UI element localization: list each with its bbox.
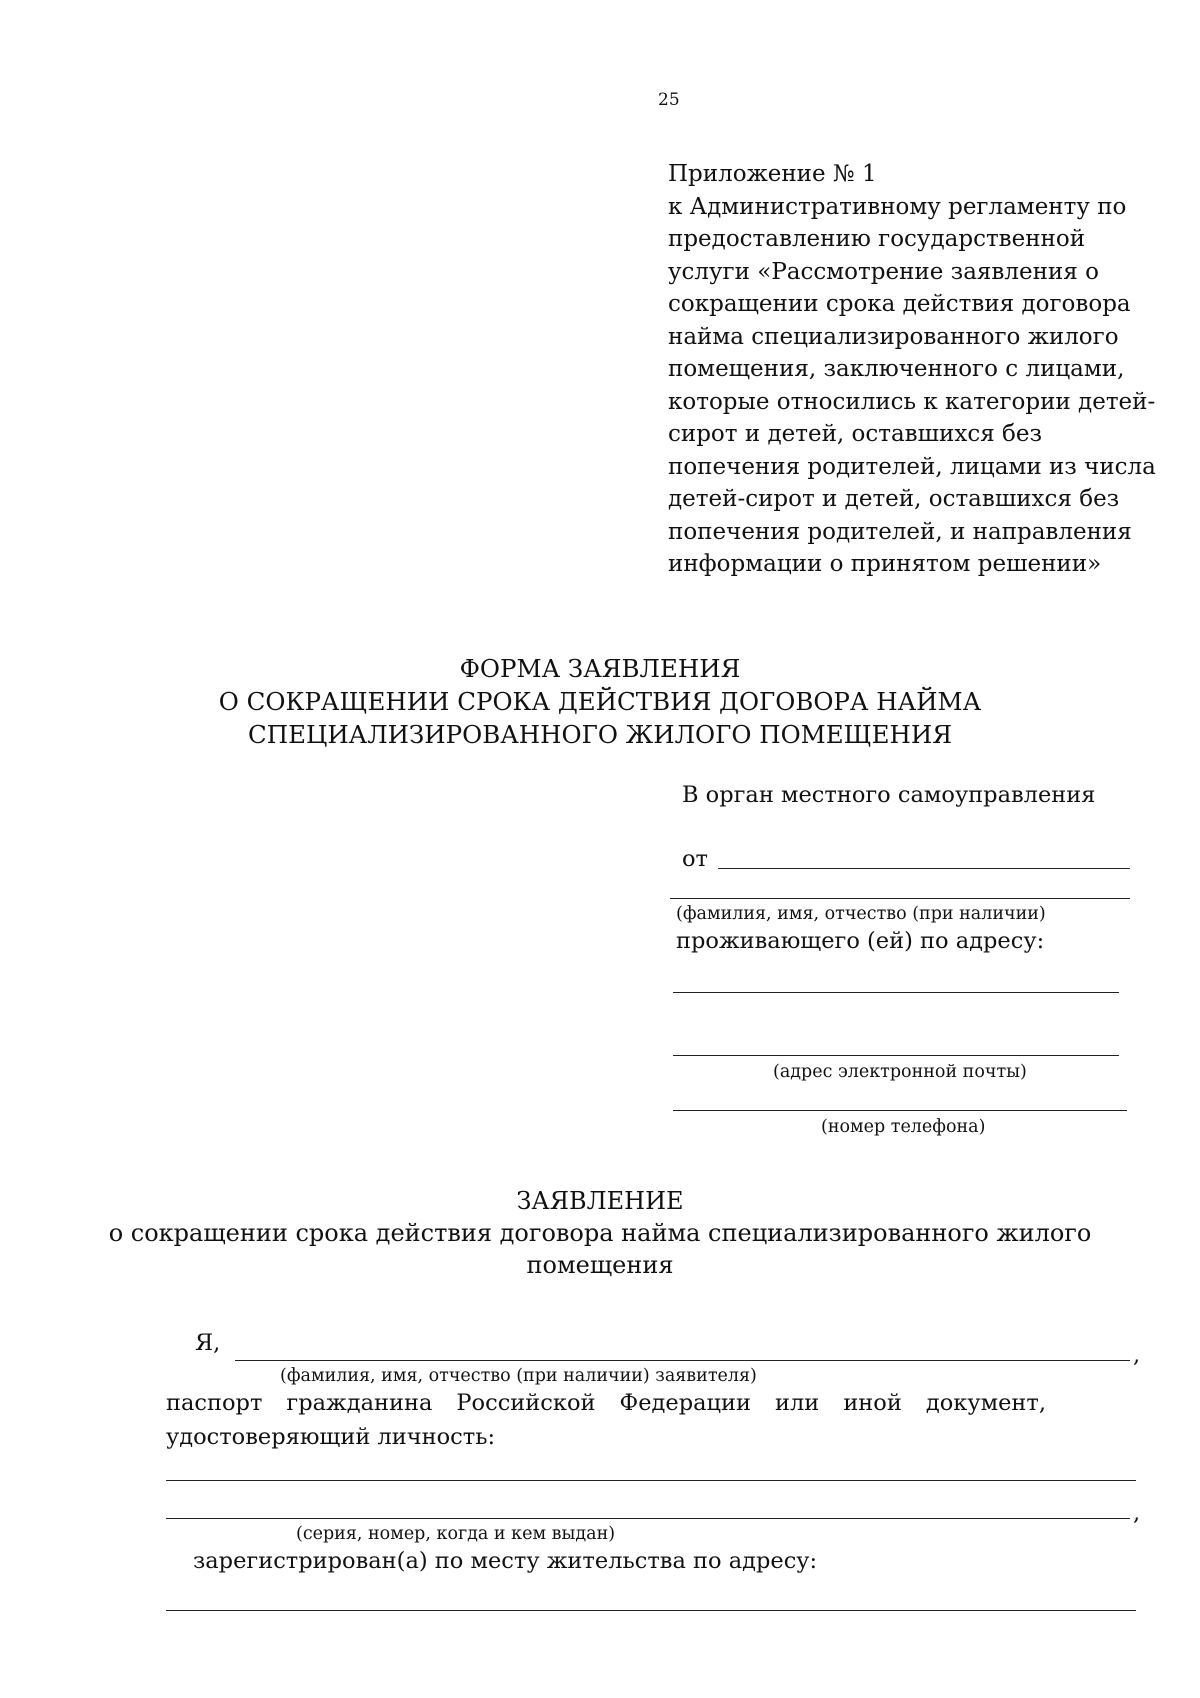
phone-line[interactable] bbox=[673, 1110, 1127, 1111]
appendix-line: к Административному регламенту по bbox=[668, 193, 1127, 220]
passport-word: Федерации bbox=[619, 1390, 751, 1416]
appendix-line: найма специализированного жилого bbox=[668, 323, 1119, 350]
passport-word: иной bbox=[843, 1390, 902, 1416]
registration-address-line[interactable] bbox=[166, 1610, 1136, 1611]
form-title-line: СПЕЦИАЛИЗИРОВАННОГО ЖИЛОГО ПОМЕЩЕНИЯ bbox=[247, 720, 953, 749]
appendix-line: попечения родителей, лицами из числа bbox=[668, 453, 1156, 480]
identity-label: удостоверяющий личность: bbox=[166, 1424, 496, 1450]
applicant-name-line[interactable] bbox=[235, 1360, 1130, 1361]
appendix-line: помещения, заключенного с лицами, bbox=[668, 356, 1125, 382]
appendix-line: информации о принятом решении» bbox=[668, 551, 1102, 577]
statement-title: ЗАЯВЛЕНИЕ bbox=[516, 1187, 684, 1215]
appendix-line: сокращении срока действия договора bbox=[668, 291, 1131, 317]
appendix-line: предоставлению государственной bbox=[668, 226, 1086, 252]
recipient-organ-label: В орган местного самоуправления bbox=[682, 782, 1096, 808]
from-name-line-2[interactable] bbox=[670, 898, 1130, 899]
passport-word: или bbox=[775, 1390, 820, 1416]
appendix-line: которые относились к категории детей- bbox=[668, 388, 1156, 415]
passport-caption: (серия, номер, когда и кем выдан) bbox=[296, 1524, 616, 1544]
statement-heading bbox=[0, 1185, 1200, 1281]
passport-word: документ, bbox=[925, 1390, 1046, 1416]
passport-word: гражданина bbox=[286, 1390, 433, 1416]
address-label: проживающего (ей) по адресу: bbox=[676, 928, 1045, 954]
passport-data-line[interactable] bbox=[166, 1480, 1136, 1481]
form-title-line: О СОКРАЩЕНИИ СРОКА ДЕЙСТВИЯ ДОГОВОРА НАЙМА bbox=[218, 687, 982, 716]
comma: , bbox=[1133, 1500, 1141, 1526]
applicant-caption: (фамилия, имя, отчество (при наличии) заявителя) bbox=[280, 1366, 757, 1386]
page-number: 25 bbox=[658, 90, 680, 110]
address-line[interactable] bbox=[673, 992, 1119, 993]
appendix-line: сирот и детей, оставшихся без bbox=[668, 421, 1043, 447]
appendix-line: попечения родителей, и направления bbox=[668, 518, 1132, 545]
form-title bbox=[0, 652, 1200, 751]
name-caption: (фамилия, имя, отчество (при наличии) bbox=[676, 904, 1046, 924]
appendix-line: Приложение № 1 bbox=[668, 161, 877, 187]
registered-label: зарегистрирован(а) по месту жительства по адресу: bbox=[193, 1548, 818, 1574]
comma: , bbox=[1133, 1342, 1141, 1368]
appendix-reference bbox=[668, 158, 1178, 581]
email-line[interactable] bbox=[673, 1055, 1119, 1056]
passport-word: Российской bbox=[456, 1390, 596, 1416]
statement-subtitle-line: помещения bbox=[526, 1251, 674, 1279]
appendix-line: детей-сирот и детей, оставшихся без bbox=[668, 486, 1120, 512]
form-title-line: ФОРМА ЗАЯВЛЕНИЯ bbox=[459, 654, 741, 683]
from-label: от bbox=[682, 846, 708, 872]
passport-line bbox=[166, 1390, 1046, 1416]
appendix-line: услуги «Рассмотрение заявления о bbox=[668, 258, 1099, 285]
statement-subtitle-line: о сокращении срока действия договора найма специализированного жилого bbox=[108, 1219, 1092, 1247]
passport-data-line-2[interactable] bbox=[166, 1518, 1130, 1519]
passport-word: паспорт bbox=[166, 1390, 263, 1416]
i-label: Я, bbox=[195, 1330, 221, 1356]
from-name-line[interactable] bbox=[718, 868, 1130, 869]
phone-caption: (номер телефона) bbox=[821, 1117, 986, 1137]
email-caption: (адрес электронной почты) bbox=[773, 1062, 1027, 1082]
